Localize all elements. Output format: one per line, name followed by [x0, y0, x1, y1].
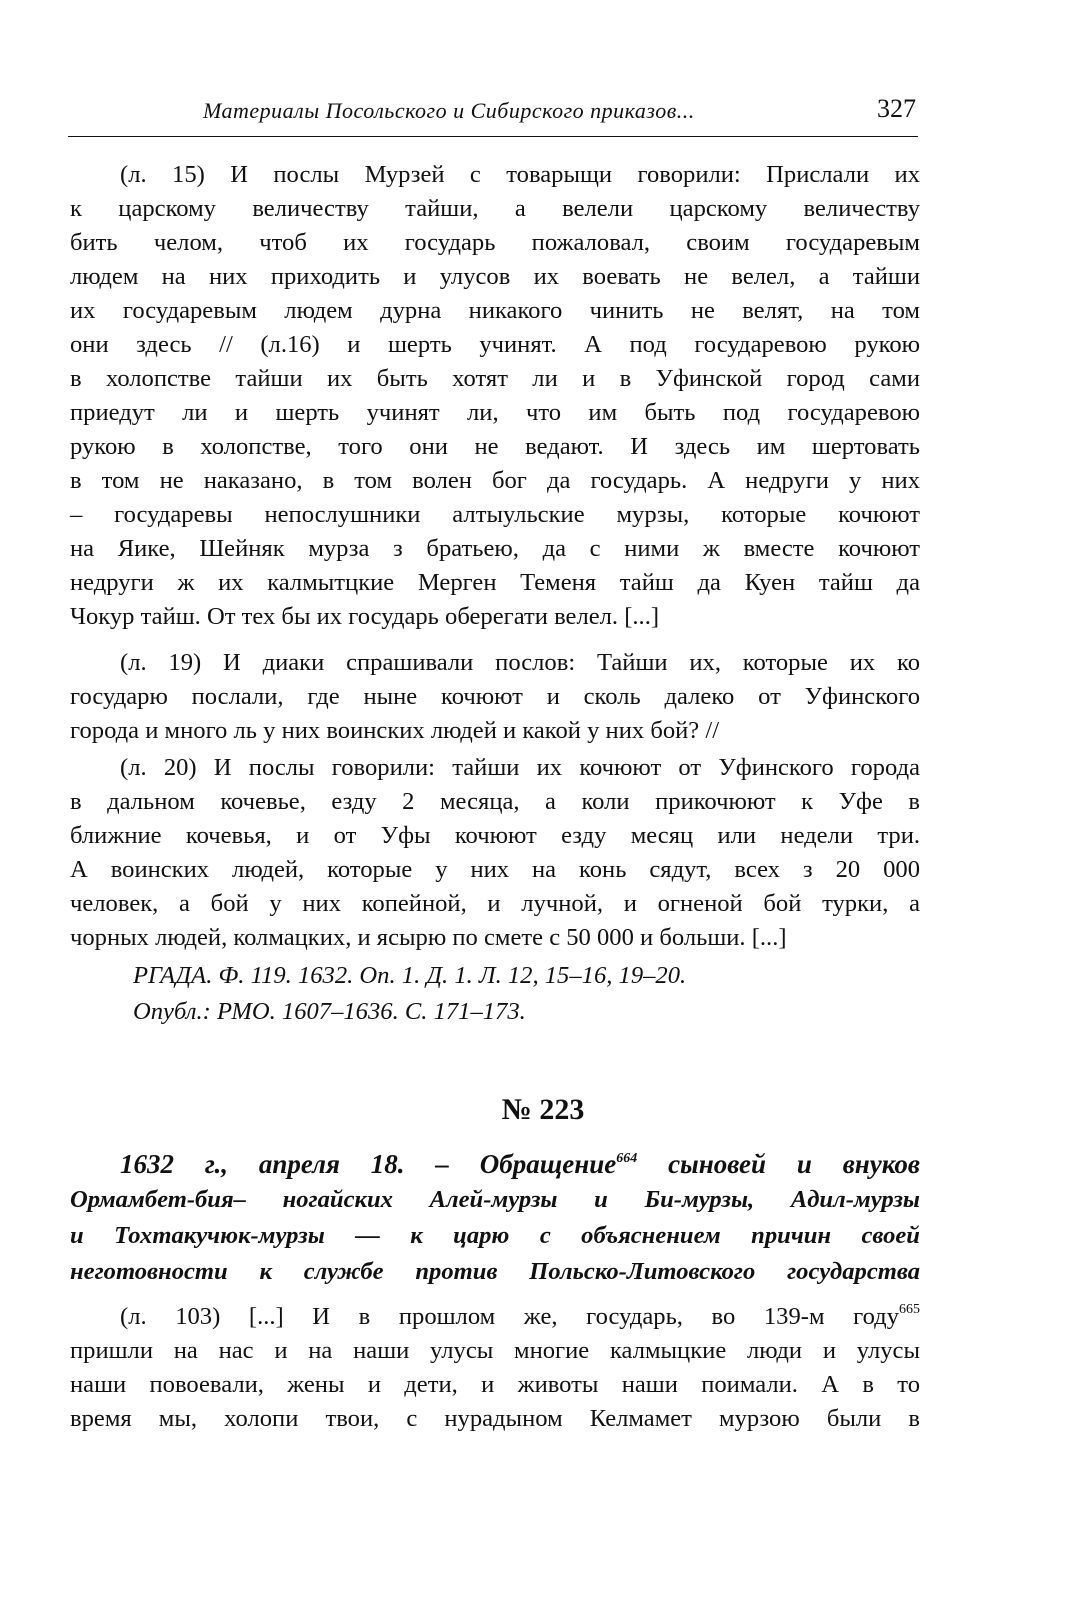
document-heading [70, 1146, 920, 1290]
text-line: человек, а бой у них копейной, и лучной, и огненой бой турки, а [70, 890, 920, 917]
heading-lead-rest: сыновей и внуков [637, 1149, 920, 1179]
document-number: № 223 [501, 1093, 585, 1126]
text-line: их государевым людем дурна никакого чинить не велят, на том [70, 297, 920, 324]
text-line-lead: (л. 103) [...] И в прошлом же, государь, во 139-м году [120, 1303, 899, 1330]
heading-line: и Тохтакучюк-мурзы — к царю с объяснением причин своей [70, 1222, 920, 1249]
text-line: рукою в холопстве, того они не ведают. И здесь им шертовать [70, 433, 920, 460]
running-header [68, 96, 918, 137]
text-line: к царскому величеству тайши, а велели царскому величеству [70, 195, 920, 222]
text-line: (л. 20) И послы говорили: тайши их кочюют от Уфинского города [120, 754, 920, 781]
heading-line: неготовности к службе против Польско-Литовского государства [70, 1258, 920, 1285]
text-line: – государевы непослушники алтыульские мурзы, которые кочюют [70, 501, 920, 528]
text-line: чорных людей, колмацких, и ясырю по смете с 50 000 и больши. [...] [70, 924, 787, 951]
heading-line: Ормамбет-бия– ногайских Алей-мурзы и Би-мурзы, Адил-мурзы [70, 1186, 920, 1213]
text-line: недруги ж их калмытцкие Мерген Теменя тайш да Куен тайш да [70, 569, 920, 596]
text-line: А воинских людей, которые у них на конь сядут, всех з 20 000 [70, 856, 920, 883]
text-line: они здесь // (л.16) и шерть учинят. А под государевою рукою [70, 331, 920, 358]
heading-lead: 1632 г., апреля 18. – Обращение [120, 1149, 617, 1179]
text-line [70, 1300, 920, 1334]
paragraph-2 [70, 646, 920, 748]
footnote-marker: 664 [616, 1151, 638, 1166]
text-line: Чокур тайш. От тех бы их государь оберегати велел. [...] [70, 603, 660, 630]
text-line: приедут ли и шерть учинят ли, что им быть под государевою [70, 399, 920, 426]
text-line: ближние кочевья, и от Уфы кочюют езду месяц или недели три. [70, 822, 920, 849]
text-line: в холопстве тайши их быть хотят ли и в Уфинской город сами [70, 365, 920, 392]
paragraph-3 [70, 751, 920, 955]
heading-line [70, 1146, 920, 1182]
text-line: в том не наказано, в том волен бог да государь. А недруги у них [70, 467, 920, 494]
text-line: время мы, холопи твои, с нурадыном Келмамет мурзою были в [70, 1405, 920, 1432]
text-line: бить челом, чтоб их государь пожаловал, своим государевым [70, 229, 920, 256]
text-line: города и много ль у них воинских людей и какой у них бой? // [70, 717, 720, 744]
paragraph-4 [70, 1300, 920, 1436]
paragraph-1 [70, 158, 920, 634]
publication-citation: Опубл.: РМО. 1607–1636. С. 171–173. [133, 998, 526, 1025]
text-line: (л. 15) И послы Мурзей с товарыщи говорили: Прислали их [120, 161, 920, 188]
text-line: людем на них приходить и улусов их воевать не велел, а тайши [70, 263, 920, 290]
page-number: 327 [877, 94, 916, 123]
text-line: (л. 19) И диаки спрашивали послов: Тайши их, которые их ко [120, 649, 920, 676]
archive-citation: РГАДА. Ф. 119. 1632. Оп. 1. Д. 1. Л. 12, 15–16, 19–20. [133, 962, 687, 989]
text-line: пришли на нас и на наши улусы многие калмыцкие люди и улусы [70, 1337, 920, 1364]
text-line: государю послали, где ныне кочюют и сколь далеко от Уфинского [70, 683, 920, 710]
running-title: Материалы Посольского и Сибирского приказов... [203, 98, 695, 123]
text-line: в дальном кочевье, езду 2 месяца, а коли прикочюют к Уфе в [70, 788, 920, 815]
footnote-marker: 665 [899, 1302, 920, 1317]
text-line: наши повоевали, жены и дети, и животы наши поимали. А в то [70, 1371, 920, 1398]
text-line: на Яике, Шейняк мурза з братьею, да с ними ж вместе кочюют [70, 535, 920, 562]
